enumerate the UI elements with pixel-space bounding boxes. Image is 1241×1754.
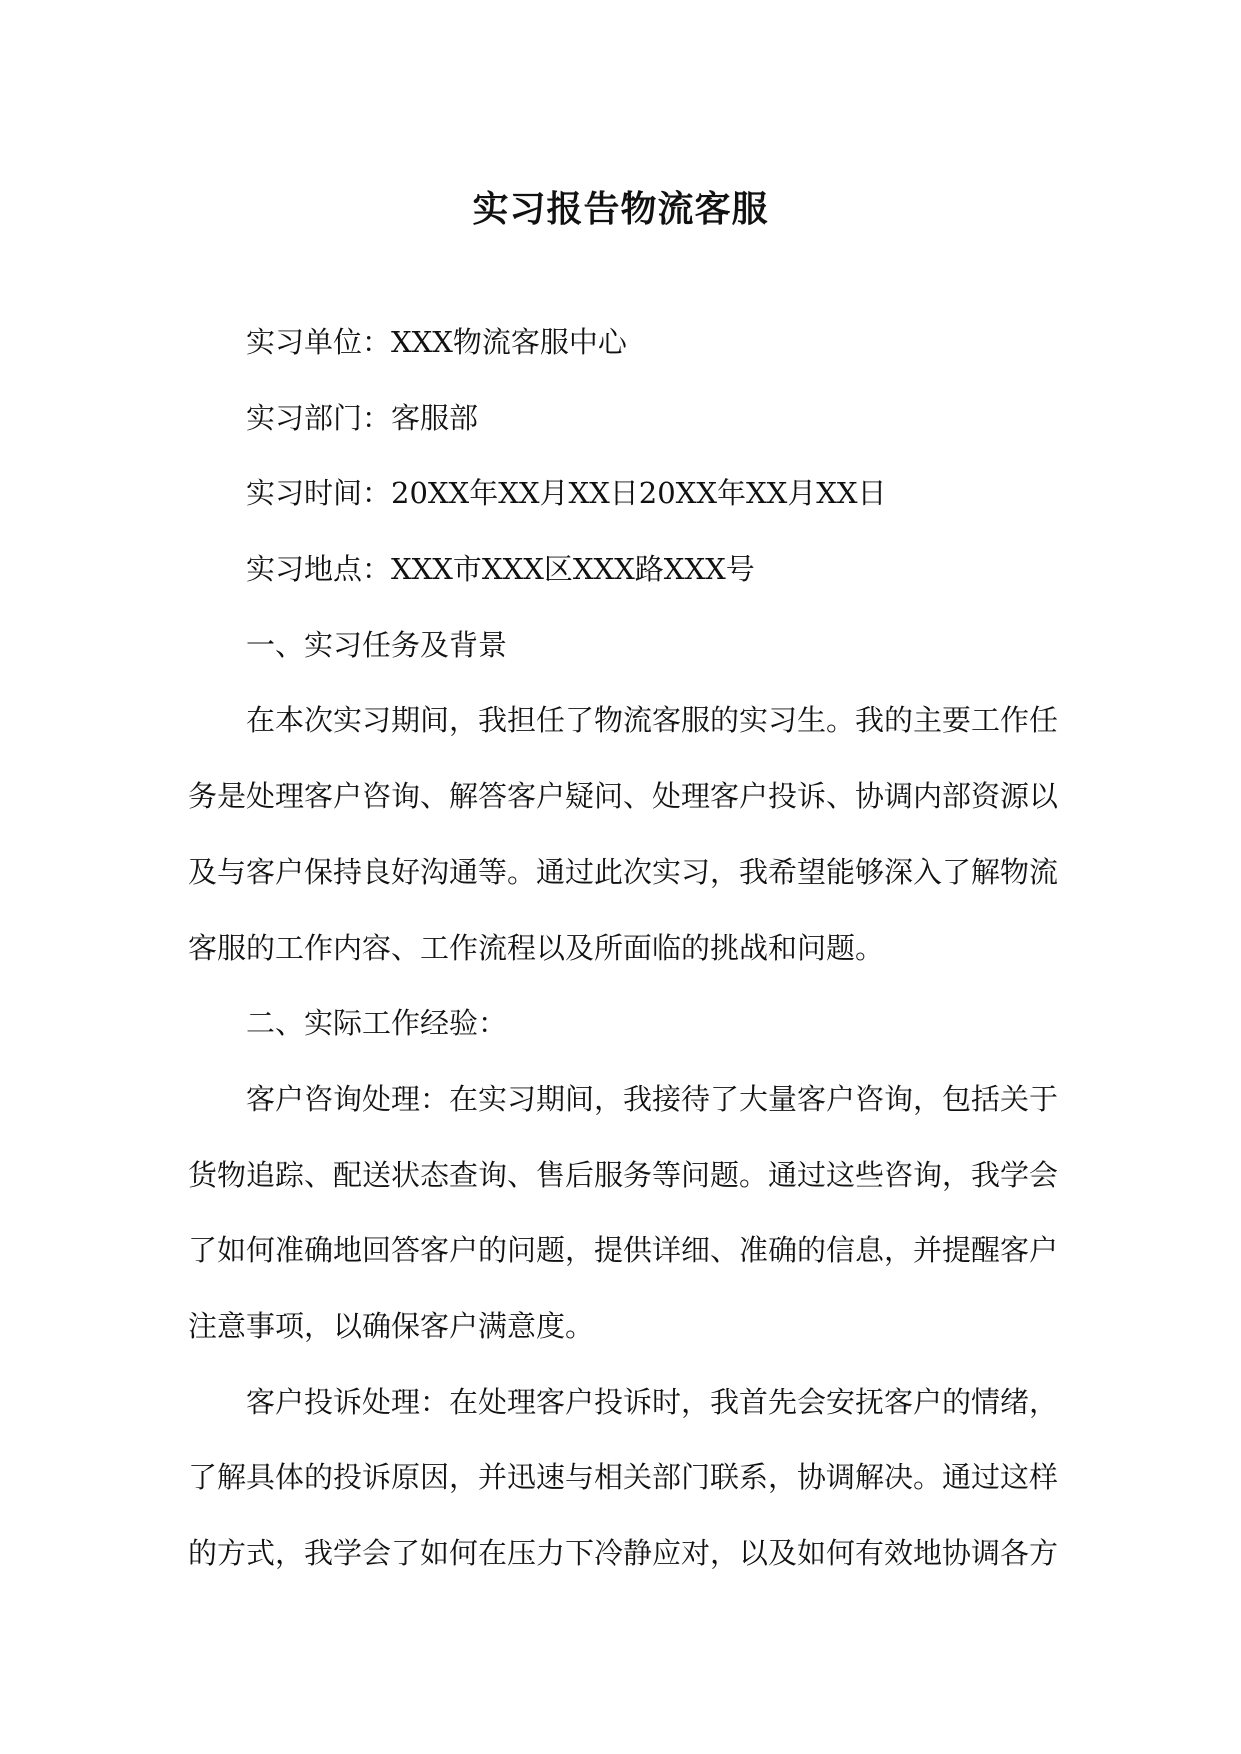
info-location: 实习地点：XXX市XXX区XXX路XXX号: [246, 552, 755, 587]
paragraph: [188, 683, 1058, 986]
paragraph: [188, 1365, 1058, 1592]
paragraph-line: 客服的工作内容、工作流程以及所面临的挑战和问题。: [188, 930, 885, 965]
section-heading: 二、实际工作经验：: [246, 1006, 508, 1041]
paragraph-line: 客户投诉处理：在处理客户投诉时，我首先会安抚客户的情绪，: [246, 1384, 1059, 1419]
document-title: 实习报告物流客服: [472, 189, 769, 230]
paragraph-line: 客户咨询处理：在实习期间，我接待了大量客户咨询，包括关于: [246, 1081, 1059, 1116]
info-department: 实习部门：客服部: [246, 400, 479, 435]
info-unit: 实习单位：XXX物流客服中心: [246, 325, 627, 359]
document-body: [188, 305, 1058, 1592]
paragraph-line: 在本次实习期间，我担任了物流客服的实习生。我的主要工作任: [246, 703, 1059, 738]
paragraph-line: 及与客户保持良好沟通等。通过此次实习，我希望能够深入了解物流: [188, 854, 1059, 889]
paragraph-line: 务是处理客户咨询、解答客户疑问、处理客户投诉、协调内部资源以: [188, 779, 1059, 814]
paragraph: [188, 1062, 1058, 1365]
paragraph-line: 的方式，我学会了如何在压力下冷静应对，以及如何有效地协调各方: [188, 1536, 1059, 1570]
info-time: 实习时间：20XX年XX月XX日20XX年XX月XX日: [246, 476, 887, 511]
section-heading: 一、实习任务及背景: [246, 627, 508, 662]
paragraph-line: 注意事项，以确保客户满意度。: [188, 1308, 595, 1343]
paragraph-line: 了如何准确地回答客户的问题，提供详细、准确的信息，并提醒客户: [188, 1233, 1059, 1268]
paragraph-line: 货物追踪、配送状态查询、售后服务等问题。通过这些咨询，我学会: [188, 1157, 1059, 1192]
paragraph-line: 了解具体的投诉原因，并迅速与相关部门联系，协调解决。通过这样: [188, 1460, 1059, 1495]
